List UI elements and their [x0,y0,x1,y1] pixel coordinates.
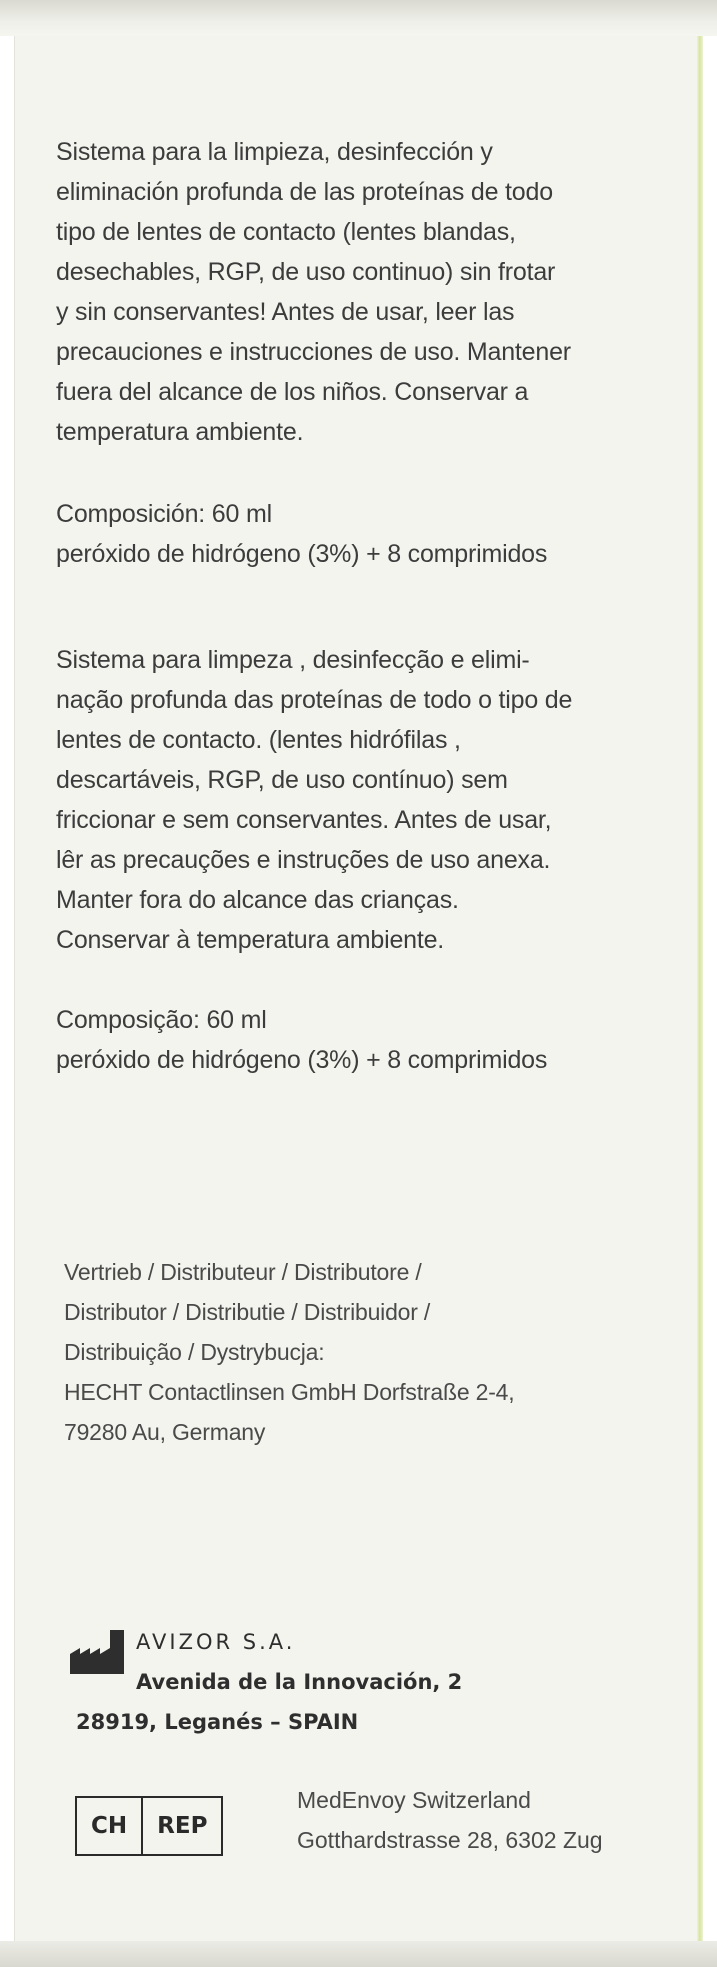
text-line: fuera del alcance de los niños. Conservar a [56,378,529,406]
manufacturer-address-line1: Avenida de la Innovación, 2 [136,1670,463,1694]
manufacturer-block [76,1622,462,1742]
spanish-description [56,132,666,452]
text-line: lêr as precauções e instruções de uso anexa. [56,846,551,874]
representative-name: MedEnvoy Switzerland [297,1787,531,1813]
representative-street: Gotthardstrasse 28, 6302 Zug [297,1827,603,1853]
spanish-composition [56,494,666,574]
package-top-edge [0,0,717,36]
distributor-line: HECHT Contactlinsen GmbH Dorfstraße 2-4, [64,1379,515,1405]
text-line: eliminación profunda de las proteínas de todo [56,178,553,206]
text-line: nação profunda das proteínas de todo o tipo de [56,686,573,714]
text-line: desechables, RGP, de uso continuo) sin frotar [56,258,556,286]
text-line: Sistema para la limpieza, desinfección y [56,138,493,166]
text-line: tipo de lentes de contacto (lentes blandas, [56,218,516,246]
distributor-block [64,1252,674,1452]
manufacturer-name: AVIZOR S.A. [136,1630,296,1654]
text-line: Sistema para limpeza , desinfecção e elimi- [56,646,530,674]
text-line: descartáveis, RGP, de uso contínuo) sem [56,766,508,794]
distributor-line: Distribuição / Dystrybucja: [64,1339,325,1365]
text-line: Conservar à temperatura ambiente. [56,926,445,954]
portuguese-composition [56,1000,666,1080]
composition-label: Composición: 60 ml [56,500,272,528]
composition-label: Composição: 60 ml [56,1006,267,1034]
package-green-edge [697,36,703,1941]
portuguese-description [56,640,666,960]
distributor-line: Distributor / Distributie / Distribuidor / [64,1299,431,1325]
composition-detail: peróxido de hidrógeno (3%) + 8 comprimidos [56,540,548,568]
rep-country-code: CH [91,1813,128,1839]
text-line: lentes de contacto. (lentes hidrófilas , [56,726,461,754]
manufacturer-address-line2: 28919, Leganés – SPAIN [76,1710,359,1734]
composition-detail: peróxido de hidrógeno (3%) + 8 comprimidos [56,1046,548,1074]
package-bottom-edge [0,1941,717,1967]
distributor-line: Vertrieb / Distributeur / Distributore / [64,1259,422,1285]
text-line: friccionar e sem conservantes. Antes de usar, [56,806,552,834]
text-line: precauciones e instrucciones de uso. Mantener [56,338,571,366]
authorized-representative-symbol [75,1796,223,1856]
representative-address [297,1780,603,1860]
rep-label: REP [141,1798,221,1854]
text-line: y sin conservantes! Antes de usar, leer las [56,298,515,326]
text-line: Manter fora do alcance das crianças. [56,886,459,914]
distributor-line: 79280 Au, Germany [64,1419,266,1445]
text-line: temperatura ambiente. [56,418,304,446]
